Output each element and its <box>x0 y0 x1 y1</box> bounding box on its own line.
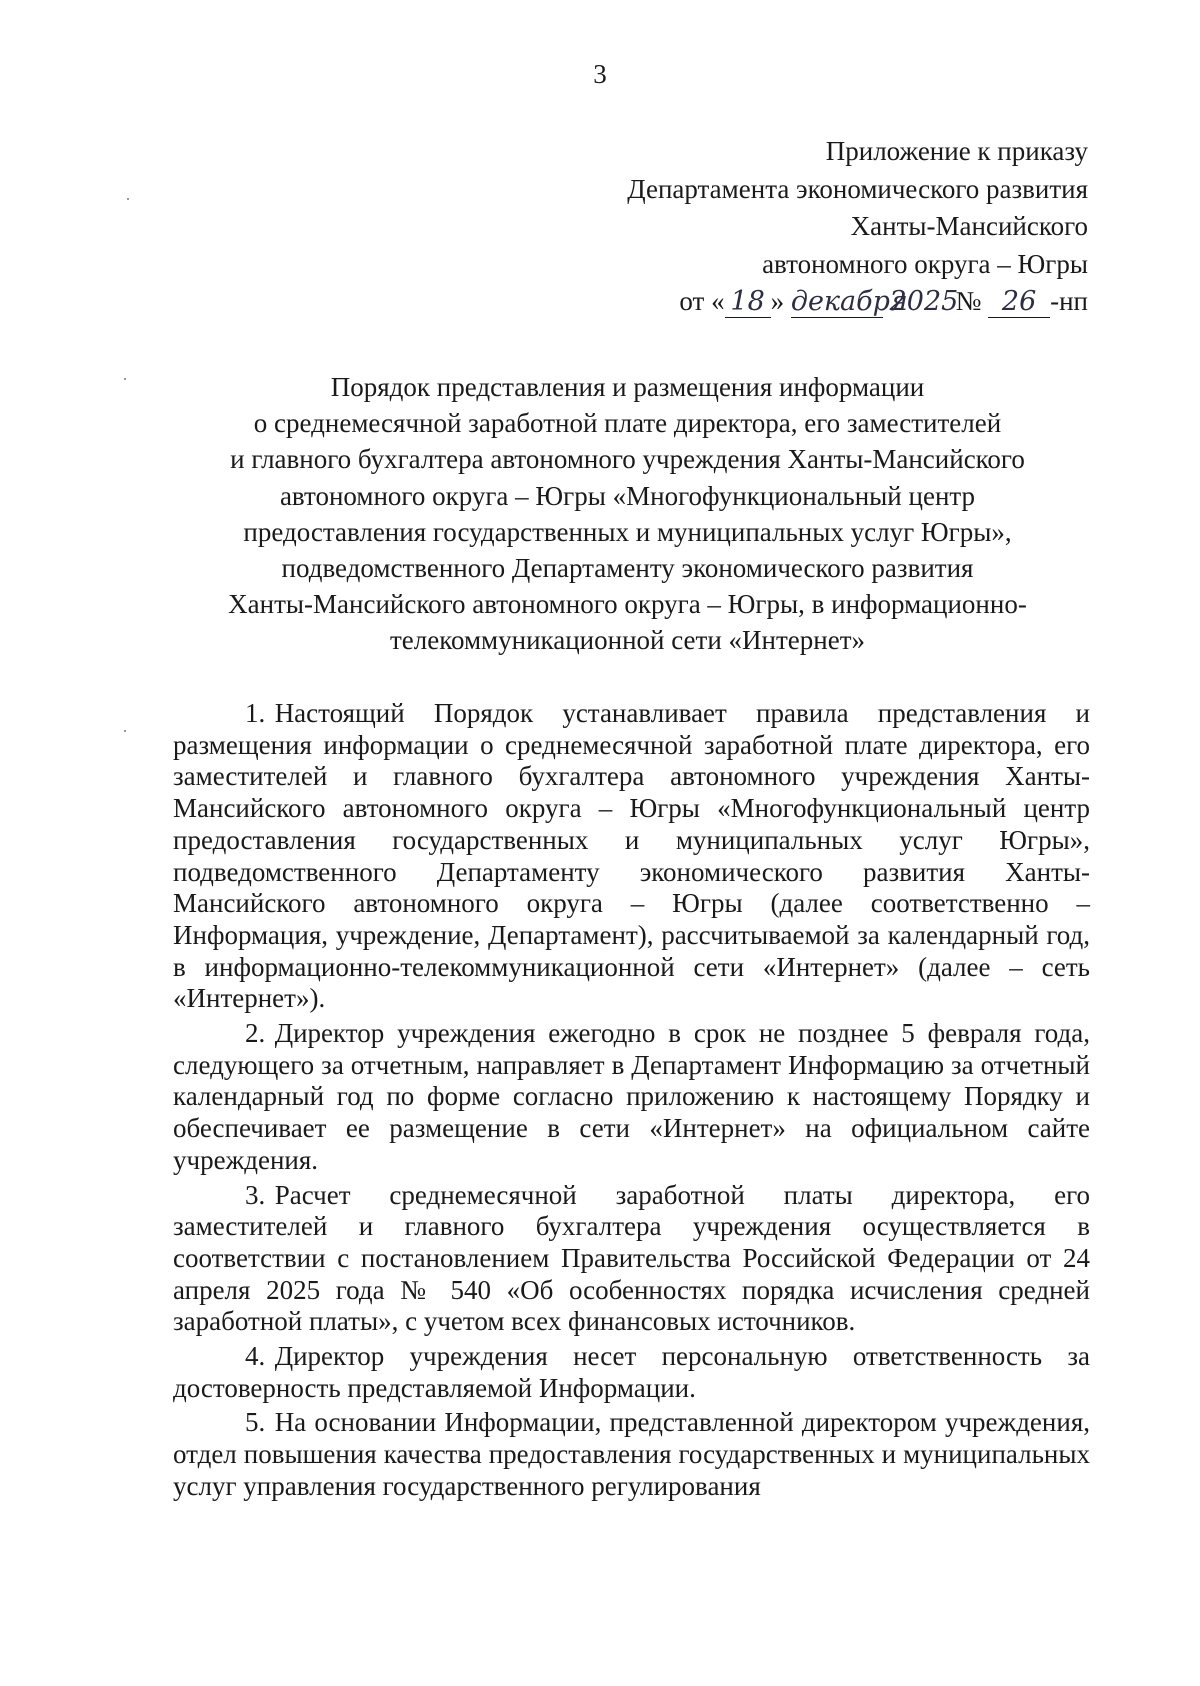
scan-speck <box>127 198 129 200</box>
title-line: Порядок представления и размещения информации <box>330 372 925 402</box>
paragraph-text: Расчет среднемесячной заработной платы директора, его заместителей и главного бухгалтера учреждения осуществляется в соответствии с постановлением Правительства Российской Федерации от 24 апреля 2025 года № 540 «Об особенностях порядка исчисления средней заработной платы», с учетом всех финансовых источников. <box>173 1179 1090 1337</box>
title-line: подведомственного Департаменту экономического развития <box>281 553 974 584</box>
title-line: автономного округа – Югры «Многофункциональный центр <box>279 480 976 511</box>
paragraph-text: Директор учреждения ежегодно в срок не позднее 5 февраля года, следующего за отчетным, направляет в Департамент Информацию за отчетный календарный год по форме согласно приложению к настоящему Порядку и обеспечивает ее размещение в сети «Интернет» на официальном сайте учреждения. <box>173 1018 1090 1175</box>
appendix-header <box>528 133 1088 321</box>
paragraph-text: Директор учреждения несет персональную ответственность за достоверность представляемой Информации. <box>173 1341 1090 1403</box>
handwritten-day: 18 <box>725 287 771 318</box>
document-body <box>173 698 1090 1506</box>
handwritten-year: 2025 <box>889 286 959 317</box>
page-number: 3 <box>593 59 607 89</box>
order-date-number-line <box>528 283 1088 321</box>
paragraph-number: 3. <box>245 1179 266 1210</box>
paragraph-number: 2. <box>245 1018 266 1049</box>
appendix-line: Департамента экономического развития <box>627 173 1088 204</box>
scan-speck <box>124 730 126 732</box>
paragraph-3 <box>173 1180 1090 1339</box>
date-middle: » <box>770 286 785 316</box>
appendix-line: Ханты-Мансийского <box>850 211 1088 241</box>
paragraph-number: 4. <box>245 1341 266 1372</box>
number-sign: № <box>955 286 982 316</box>
document-title <box>170 369 1085 659</box>
paragraph-number: 5. <box>245 1407 266 1438</box>
title-line: телекоммуникационной сети «Интернет» <box>390 625 865 656</box>
paragraph-5 <box>173 1407 1090 1502</box>
paragraph-1 <box>173 698 1090 1015</box>
scan-speck <box>124 378 126 380</box>
date-prefix: от « <box>679 286 725 316</box>
appendix-line: автономного округа – Югры <box>762 248 1088 279</box>
handwritten-order-number: 26 <box>988 287 1050 318</box>
appendix-line: Приложение к приказу <box>825 136 1088 166</box>
paragraph-4 <box>173 1341 1090 1404</box>
paragraph-2 <box>173 1018 1090 1177</box>
title-line: предоставления государственных и муниципальных услуг Югры», <box>243 516 1012 547</box>
paragraph-text: На основании Информации, представленной директором учреждения, отдел повышения качества предоставления государственных и муниципальных услуг управления государственного регулирования <box>173 1407 1090 1501</box>
title-line: Ханты-Мансийского автономного округа – Югры, в информационно- <box>228 589 1027 620</box>
paragraph-number: 1. <box>245 698 266 728</box>
title-line: и главного бухгалтера автономного учреждения Ханты-Мансийского <box>230 444 1025 475</box>
paragraph-text: Настоящий Порядок устанавливает правила представления и размещения информации о среднемесячной заработной плате директора, его заместителей и главного бухгалтера автономного учреждения Ханты-Мансийского автономного округа – Югры «Многофункциональный центр предоставления государственных и муниципальных услуг Югры», подведомственного Департаменту экономического развития Ханты-Мансийского автономного округа – Югры (далее соответственно – Информация, учреждение, Департамент), рассчитываемой за календарный год, в информационно-телекоммуникационной сети «Интернет» (далее – сеть «Интернет»). <box>173 698 1090 1014</box>
handwritten-month: декабря <box>790 286 908 317</box>
title-line: о среднемесячной заработной плате директора, его заместителей <box>253 408 1002 439</box>
number-suffix: -нп <box>1050 286 1088 316</box>
